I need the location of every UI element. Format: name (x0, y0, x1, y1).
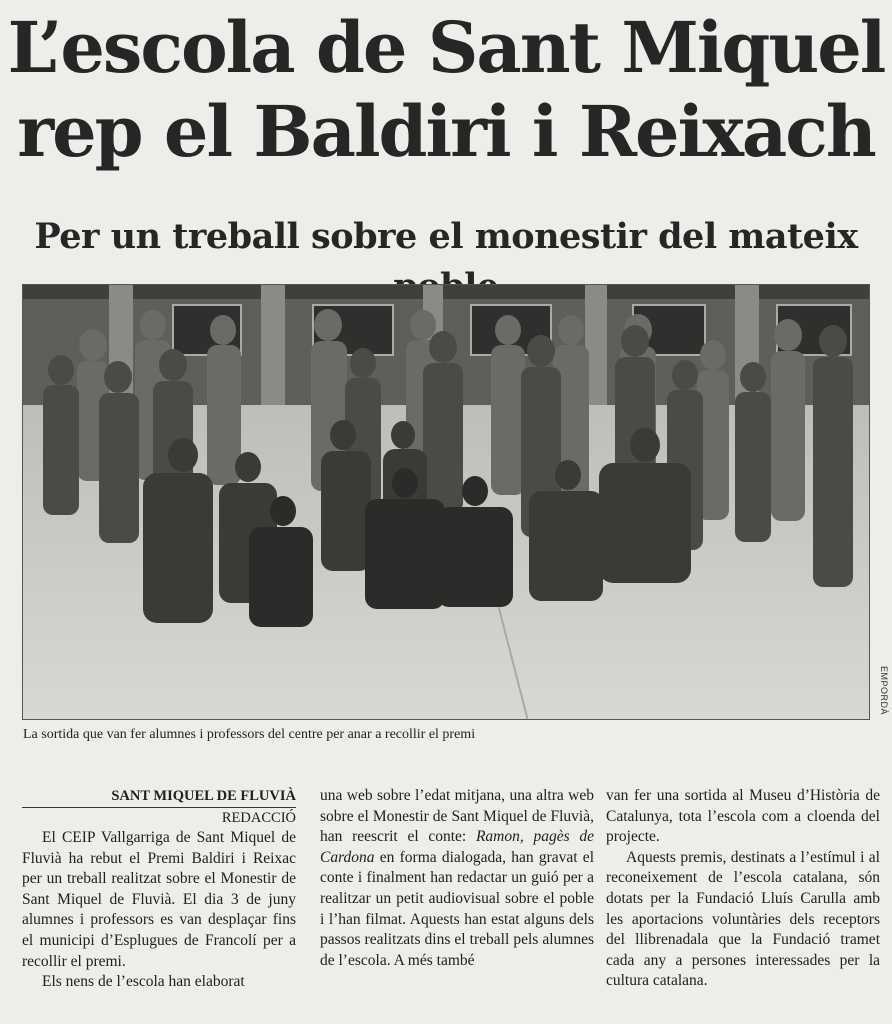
article-column-1 (22, 786, 296, 993)
byline: REDACCIÓ (221, 810, 296, 826)
body-paragraph: van fer una sortida al Museu d’Història de Catalunya, tota l’escola com a cloenda del projecte. (606, 787, 880, 846)
headline-line-1: L’escola de Sant Miquel (7, 6, 885, 89)
body-paragraph (320, 786, 594, 971)
article-column-3 (606, 786, 880, 992)
story-title: Ramon, pagès de Cardona (320, 828, 595, 866)
headline (0, 6, 892, 174)
subheadline: Per un treball sobre el monestir del mateix (34, 216, 858, 257)
body-paragraph: Els nens de l’escola han elaborat (42, 973, 245, 991)
body-text: en forma dialogada, han gravat el conte i finalment han redactar un guió per a realitzar un petit audiovisual sobre el poble i l’han filmat. Aquests han estat alguns dels passos realitzats dins el treball pels alumnes de l’escola. A més també (320, 848, 594, 969)
body-text: una web sobre l’edat mitjana, una altra web sobre el Monestir de Sant Miquel de Fluvià, han reescrit el conte: (320, 787, 594, 846)
group-photo-illustration (23, 285, 870, 720)
group-photo (22, 284, 870, 720)
photo-caption: La sortida que van fer alumnes i professors del centre per anar a recollir el premi (23, 727, 476, 742)
dateline: SANT MIQUEL DE FLUVIÀ (22, 786, 296, 808)
body-paragraph: El CEIP Vallgarriga de Sant Miquel de Fluvià ha rebut el Premi Baldiri i Reixac per un treball realitzat sobre el Monestir de Sant Miquel de Fluvià. El dia 3 de juny alumnes i professors es van desplaçar fins el municipi d’Esplugues de Francolí per a recollir el premi. (22, 829, 296, 970)
photo-credit: EMPORDÀ (879, 666, 889, 716)
headline-line-2: rep el Baldiri i Reixach (17, 90, 875, 173)
body-paragraph: Aquests premis, destinats a l’estímul i al reconeixement de l’escola catalana, són dotats per la Fundació Lluís Carulla amb les aportacions voluntàries dels receptors del llibrenadala que la Fundació tramet cada any a persones interessades per la cultura catalana. (606, 848, 880, 990)
article-column-2 (320, 786, 594, 971)
